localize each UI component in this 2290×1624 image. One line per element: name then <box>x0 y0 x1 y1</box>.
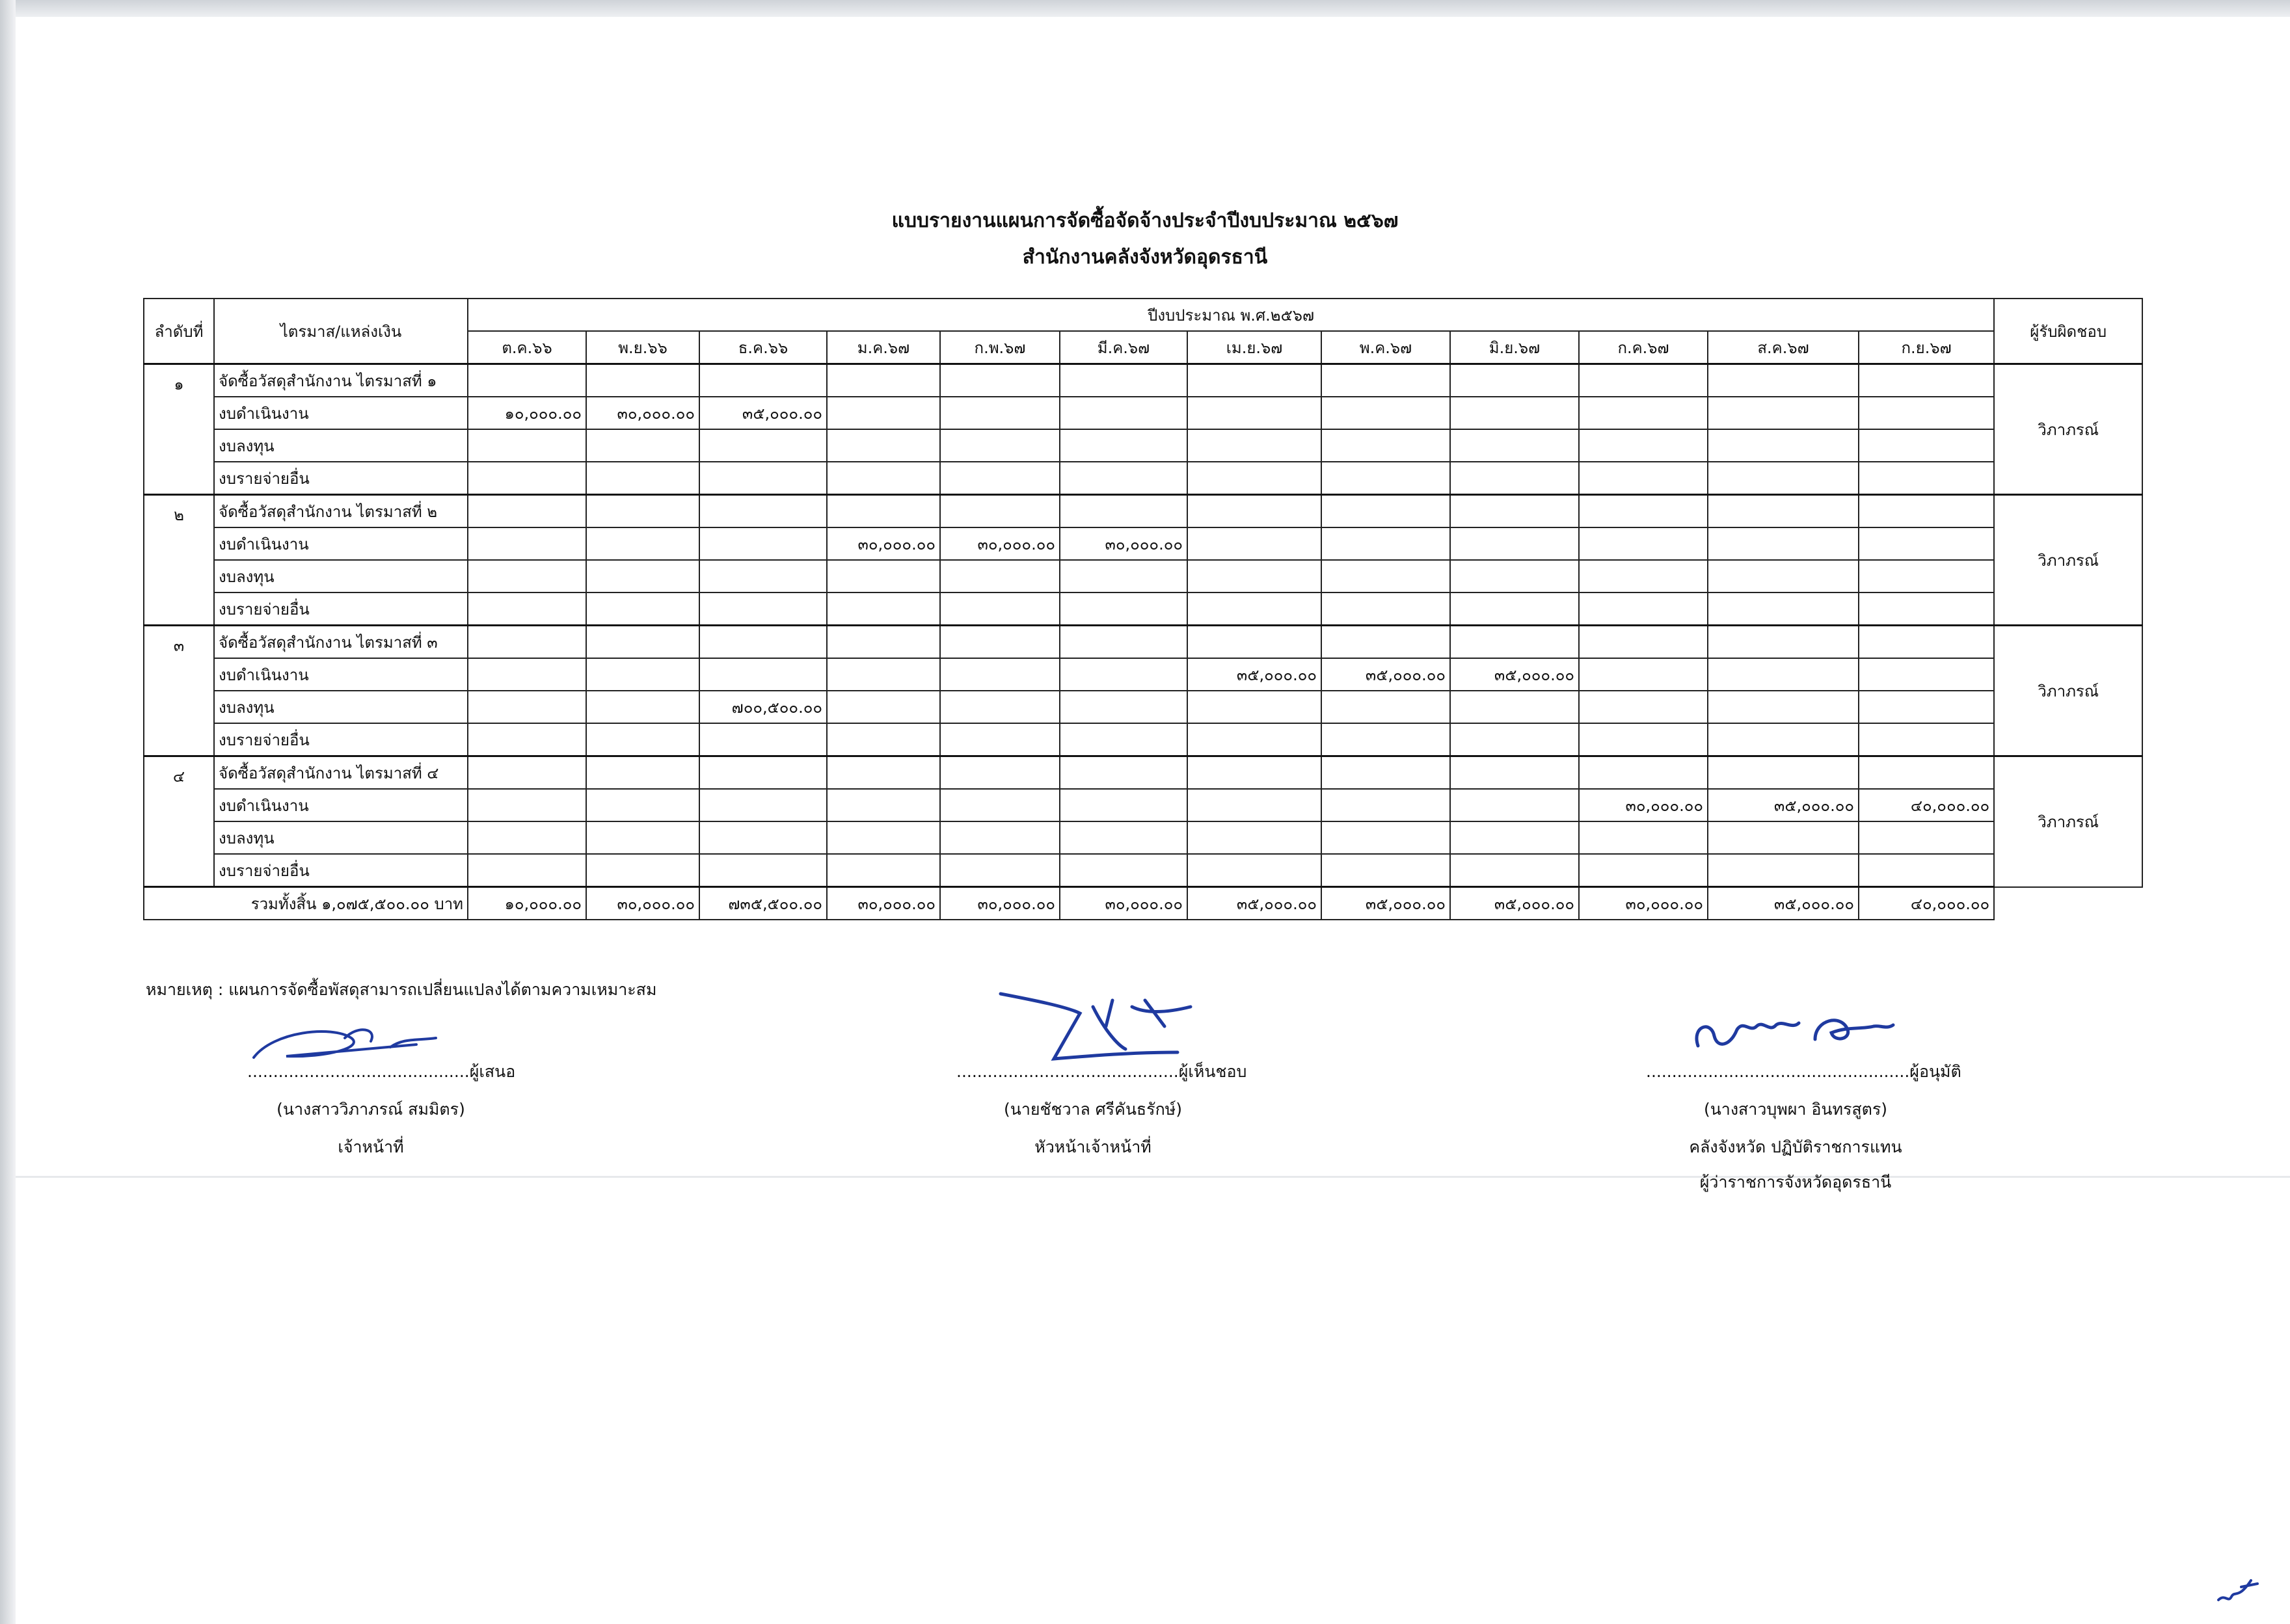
amount-cell <box>1708 495 1859 528</box>
amount-cell <box>827 364 940 397</box>
amount-cell <box>1187 429 1321 462</box>
amount-cell <box>1579 592 1708 626</box>
amount-cell <box>1187 723 1321 756</box>
amount-cell <box>1450 626 1579 659</box>
header-month: มิ.ย.๖๗ <box>1450 331 1579 364</box>
amount-cell <box>940 560 1060 592</box>
amount-cell <box>586 560 699 592</box>
procurement-plan-table <box>143 298 2143 920</box>
amount-cell <box>1187 495 1321 528</box>
amount-cell <box>468 462 586 495</box>
amount-cell <box>1060 462 1187 495</box>
amount-cell <box>1060 821 1187 854</box>
amount-cell: ๓๕,๐๐๐.๐๐ <box>1187 658 1321 691</box>
amount-cell <box>1859 854 1994 887</box>
amount-cell <box>1708 560 1859 592</box>
amount-cell <box>1060 560 1187 592</box>
row-seq: ๑ <box>144 364 214 495</box>
amount-cell <box>827 429 940 462</box>
amount-cell <box>1859 658 1994 691</box>
amount-cell <box>1321 723 1450 756</box>
amount-cell <box>586 592 699 626</box>
amount-cell <box>1859 592 1994 626</box>
amount-cell <box>1450 462 1579 495</box>
total-amount-cell: ๓๐,๐๐๐.๐๐ <box>1060 887 1187 920</box>
amount-cell <box>1708 723 1859 756</box>
header-seq: ลำดับที่ <box>144 299 214 364</box>
amount-cell <box>1321 821 1450 854</box>
amount-cell <box>1579 560 1708 592</box>
table-row <box>144 789 2142 821</box>
table-row <box>144 462 2142 495</box>
amount-cell <box>586 495 699 528</box>
responsible-person: วิภาภรณ์ <box>1994 495 2142 626</box>
endorser-position: หัวหน้าเจ้าหน้าที่ <box>1034 1138 1152 1156</box>
amount-cell <box>1321 429 1450 462</box>
amount-cell <box>1187 789 1321 821</box>
amount-cell: ๑๐,๐๐๐.๐๐ <box>468 397 586 429</box>
amount-cell <box>699 821 827 854</box>
amount-cell <box>1859 364 1994 397</box>
amount-cell <box>1187 527 1321 560</box>
proposer-role: ผู้เสนอ <box>469 1062 516 1081</box>
amount-cell <box>1450 429 1579 462</box>
amount-cell <box>827 691 940 723</box>
amount-cell <box>468 691 586 723</box>
amount-cell <box>1450 756 1579 790</box>
amount-cell: ๓๐,๐๐๐.๐๐ <box>586 397 699 429</box>
amount-cell <box>1579 429 1708 462</box>
header-fiscal-year: ปีงบประมาณ พ.ศ.๒๕๖๗ <box>468 299 1994 331</box>
amount-cell <box>586 658 699 691</box>
table-row <box>144 364 2142 397</box>
amount-cell <box>940 821 1060 854</box>
amount-cell <box>827 495 940 528</box>
total-amount-cell: ๓๐,๐๐๐.๐๐ <box>1579 887 1708 920</box>
amount-cell <box>1450 397 1579 429</box>
amount-cell <box>1708 527 1859 560</box>
proposer-position: เจ้าหน้าที่ <box>338 1138 404 1156</box>
amount-cell: ๓๐,๐๐๐.๐๐ <box>1579 789 1708 821</box>
amount-cell <box>586 691 699 723</box>
amount-cell <box>1708 756 1859 790</box>
table-row <box>144 756 2142 790</box>
row-label: งบรายจ่ายอื่น <box>214 854 468 887</box>
initial-mark-icon <box>2212 1567 2264 1613</box>
amount-cell <box>827 626 940 659</box>
proposer-dots: ........................................... <box>247 1062 470 1081</box>
total-row <box>144 887 2142 920</box>
amount-cell <box>827 658 940 691</box>
amount-cell <box>468 527 586 560</box>
amount-cell <box>1187 397 1321 429</box>
amount-cell <box>1060 658 1187 691</box>
amount-cell <box>1450 821 1579 854</box>
row-label: งบลงทุน <box>214 560 468 592</box>
amount-cell <box>1450 364 1579 397</box>
amount-cell <box>586 854 699 887</box>
amount-cell <box>940 658 1060 691</box>
amount-cell: ๓๐,๐๐๐.๐๐ <box>827 527 940 560</box>
amount-cell <box>699 462 827 495</box>
amount-cell <box>827 789 940 821</box>
total-amount-cell: ๓๐,๐๐๐.๐๐ <box>586 887 699 920</box>
amount-cell <box>1859 691 1994 723</box>
amount-cell <box>699 723 827 756</box>
amount-cell <box>940 626 1060 659</box>
amount-cell <box>1321 592 1450 626</box>
header-month: ก.ค.๖๗ <box>1579 331 1708 364</box>
amount-cell <box>1187 364 1321 397</box>
amount-cell <box>1579 854 1708 887</box>
amount-cell <box>1060 592 1187 626</box>
amount-cell <box>586 723 699 756</box>
amount-cell <box>699 364 827 397</box>
amount-cell <box>699 658 827 691</box>
amount-cell <box>1321 364 1450 397</box>
amount-cell: ๓๕,๐๐๐.๐๐ <box>1450 658 1579 691</box>
header-month: ต.ค.๖๖ <box>468 331 586 364</box>
amount-cell <box>940 854 1060 887</box>
amount-cell <box>1321 756 1450 790</box>
signature-block-proposer <box>247 1059 516 1160</box>
amount-cell <box>1859 462 1994 495</box>
total-empty-cell <box>1994 887 2142 920</box>
amount-cell <box>1579 626 1708 659</box>
amount-cell <box>468 560 586 592</box>
table-row <box>144 854 2142 887</box>
amount-cell <box>1859 560 1994 592</box>
table-row <box>144 821 2142 854</box>
total-amount-cell: ๗๓๕,๕๐๐.๐๐ <box>699 887 827 920</box>
amount-cell <box>1579 495 1708 528</box>
row-label: งบลงทุน <box>214 821 468 854</box>
amount-cell <box>586 789 699 821</box>
amount-cell <box>1708 821 1859 854</box>
amount-cell <box>1859 527 1994 560</box>
total-amount-cell: ๓๕,๐๐๐.๐๐ <box>1708 887 1859 920</box>
amount-cell <box>1060 429 1187 462</box>
table-row <box>144 527 2142 560</box>
amount-cell <box>586 429 699 462</box>
total-label: รวมทั้งสิ้น ๑,๐๗๕,๕๐๐.๐๐ บาท <box>144 887 468 920</box>
amount-cell <box>827 756 940 790</box>
amount-cell <box>1708 364 1859 397</box>
table-row <box>144 495 2142 528</box>
responsible-person: วิภาภรณ์ <box>1994 364 2142 495</box>
amount-cell <box>1450 527 1579 560</box>
total-amount-cell: ๓๐,๐๐๐.๐๐ <box>827 887 940 920</box>
amount-cell <box>1321 462 1450 495</box>
amount-cell <box>1450 723 1579 756</box>
total-amount-cell: ๓๕,๐๐๐.๐๐ <box>1321 887 1450 920</box>
amount-cell <box>586 527 699 560</box>
amount-cell <box>468 854 586 887</box>
amount-cell <box>468 429 586 462</box>
amount-cell <box>940 462 1060 495</box>
table-row <box>144 658 2142 691</box>
responsible-person: วิภาภรณ์ <box>1994 756 2142 887</box>
amount-cell <box>1321 854 1450 887</box>
amount-cell <box>827 854 940 887</box>
amount-cell <box>1579 821 1708 854</box>
table-row <box>144 626 2142 659</box>
row-label: จัดซื้อวัสดุสำนักงาน ไตรมาสที่ ๔ <box>214 756 468 790</box>
amount-cell <box>586 626 699 659</box>
amount-cell <box>1708 397 1859 429</box>
amount-cell <box>1321 495 1450 528</box>
amount-cell <box>1859 397 1994 429</box>
amount-cell <box>1187 854 1321 887</box>
amount-cell <box>468 626 586 659</box>
document-title: แบบรายงานแผนการจัดซื้อจัดจ้างประจำปีงบประมาณ ๒๕๖๗ <box>891 209 1399 232</box>
total-amount-cell: ๓๐,๐๐๐.๐๐ <box>940 887 1060 920</box>
amount-cell: ๔๐,๐๐๐.๐๐ <box>1859 789 1994 821</box>
amount-cell <box>1579 397 1708 429</box>
header-month: ส.ค.๖๗ <box>1708 331 1859 364</box>
amount-cell <box>586 364 699 397</box>
signature-block-endorser <box>956 1059 1247 1160</box>
amount-cell <box>1708 626 1859 659</box>
row-label: งบดำเนินงาน <box>214 527 468 560</box>
row-label: งบดำเนินงาน <box>214 397 468 429</box>
amount-cell: ๓๕,๐๐๐.๐๐ <box>1708 789 1859 821</box>
header-month: ก.ย.๖๗ <box>1859 331 1994 364</box>
amount-cell <box>1579 364 1708 397</box>
amount-cell <box>1708 592 1859 626</box>
approver-dots: ................................................... <box>1646 1062 1910 1081</box>
amount-cell <box>1450 495 1579 528</box>
amount-cell: ๓๐,๐๐๐.๐๐ <box>1060 527 1187 560</box>
header-month: เม.ย.๖๗ <box>1187 331 1321 364</box>
amount-cell: ๓๐,๐๐๐.๐๐ <box>940 527 1060 560</box>
amount-cell <box>1859 756 1994 790</box>
scan-artifact-line <box>16 1176 2290 1178</box>
endorser-name: (นายชัชวาล ศรีคันธรักษ์) <box>1004 1100 1182 1119</box>
amount-cell <box>1187 691 1321 723</box>
amount-cell <box>827 397 940 429</box>
amount-cell <box>1321 691 1450 723</box>
amount-cell <box>1060 756 1187 790</box>
amount-cell <box>1187 821 1321 854</box>
amount-cell <box>1060 723 1187 756</box>
amount-cell <box>699 495 827 528</box>
row-label: งบลงทุน <box>214 429 468 462</box>
row-label: จัดซื้อวัสดุสำนักงาน ไตรมาสที่ ๓ <box>214 626 468 659</box>
table-row <box>144 691 2142 723</box>
amount-cell <box>827 592 940 626</box>
header-month: ก.พ.๖๗ <box>940 331 1060 364</box>
amount-cell <box>1060 854 1187 887</box>
row-label: งบดำเนินงาน <box>214 658 468 691</box>
amount-cell <box>468 821 586 854</box>
amount-cell <box>1450 592 1579 626</box>
amount-cell <box>940 691 1060 723</box>
amount-cell <box>1579 658 1708 691</box>
row-label: งบดำเนินงาน <box>214 789 468 821</box>
amount-cell <box>1321 527 1450 560</box>
amount-cell <box>940 723 1060 756</box>
amount-cell <box>1187 626 1321 659</box>
amount-cell <box>1187 592 1321 626</box>
endorser-role: ผู้เห็นชอบ <box>1178 1062 1247 1081</box>
amount-cell <box>468 364 586 397</box>
amount-cell <box>699 854 827 887</box>
amount-cell <box>699 756 827 790</box>
row-seq: ๔ <box>144 756 214 887</box>
amount-cell <box>468 592 586 626</box>
footnote: หมายเหตุ : แผนการจัดซื้อพัสดุสามารถเปลี่ยนแปลงได้ตามความเหมาะสม <box>146 980 657 999</box>
amount-cell <box>1060 364 1187 397</box>
header-month: มี.ค.๖๗ <box>1060 331 1187 364</box>
amount-cell <box>1859 626 1994 659</box>
amount-cell <box>586 821 699 854</box>
row-label: งบรายจ่ายอื่น <box>214 462 468 495</box>
amount-cell <box>1060 691 1187 723</box>
amount-cell <box>940 429 1060 462</box>
amount-cell <box>1859 821 1994 854</box>
amount-cell <box>699 592 827 626</box>
total-amount-cell: ๓๕,๐๐๐.๐๐ <box>1187 887 1321 920</box>
amount-cell <box>1859 495 1994 528</box>
amount-cell: ๓๕,๐๐๐.๐๐ <box>699 397 827 429</box>
table-row <box>144 723 2142 756</box>
row-label: งบลงทุน <box>214 691 468 723</box>
amount-cell <box>827 821 940 854</box>
amount-cell <box>1859 429 1994 462</box>
amount-cell <box>468 723 586 756</box>
proposer-name: (นางสาววิภาภรณ์ สมมิตร) <box>276 1100 465 1119</box>
amount-cell <box>586 756 699 790</box>
amount-cell <box>940 592 1060 626</box>
amount-cell <box>699 429 827 462</box>
amount-cell <box>940 397 1060 429</box>
amount-cell <box>940 756 1060 790</box>
table-row <box>144 397 2142 429</box>
amount-cell <box>1187 462 1321 495</box>
amount-cell <box>1579 691 1708 723</box>
table-row <box>144 560 2142 592</box>
amount-cell <box>1321 626 1450 659</box>
amount-cell <box>1060 495 1187 528</box>
header-quarter: ไตรมาส/แหล่งเงิน <box>214 299 468 364</box>
signature-block-approver <box>1646 1059 1961 1195</box>
document-subtitle: สำนักงานคลังจังหวัดอุดรธานี <box>1022 246 1268 269</box>
amount-cell <box>940 495 1060 528</box>
amount-cell <box>940 364 1060 397</box>
header-month: ม.ค.๖๗ <box>827 331 940 364</box>
amount-cell <box>1708 691 1859 723</box>
header-responsible: ผู้รับผิดชอบ <box>1994 299 2142 364</box>
amount-cell <box>1859 723 1994 756</box>
amount-cell <box>468 789 586 821</box>
approver-position-2: ผู้ว่าราชการจังหวัดอุดรธานี <box>1699 1173 1892 1191</box>
amount-cell <box>1450 560 1579 592</box>
amount-cell <box>1579 462 1708 495</box>
amount-cell <box>1708 429 1859 462</box>
row-seq: ๓ <box>144 626 214 756</box>
amount-cell <box>1450 789 1579 821</box>
amount-cell <box>468 658 586 691</box>
amount-cell <box>1708 854 1859 887</box>
amount-cell <box>699 626 827 659</box>
amount-cell <box>1060 789 1187 821</box>
scan-edge-top <box>0 0 2290 17</box>
amount-cell <box>1450 691 1579 723</box>
handwritten-signature-proposer <box>247 1018 455 1077</box>
amount-cell <box>827 560 940 592</box>
amount-cell <box>586 462 699 495</box>
amount-cell <box>1579 756 1708 790</box>
total-amount-cell: ๓๕,๐๐๐.๐๐ <box>1450 887 1579 920</box>
amount-cell <box>1060 397 1187 429</box>
handwritten-signature-approver <box>1685 1000 1906 1065</box>
amount-cell <box>468 756 586 790</box>
amount-cell <box>827 462 940 495</box>
approver-position-1: คลังจังหวัด ปฏิบัติราชการแทน <box>1689 1138 1902 1156</box>
amount-cell <box>1579 527 1708 560</box>
row-label: จัดซื้อวัสดุสำนักงาน ไตรมาสที่ ๒ <box>214 495 468 528</box>
amount-cell <box>827 723 940 756</box>
amount-cell <box>940 789 1060 821</box>
amount-cell <box>1321 789 1450 821</box>
header-month: พ.ค.๖๗ <box>1321 331 1450 364</box>
amount-cell <box>1060 626 1187 659</box>
total-amount-cell: ๑๐,๐๐๐.๐๐ <box>468 887 586 920</box>
amount-cell <box>699 527 827 560</box>
total-amount-cell: ๔๐,๐๐๐.๐๐ <box>1859 887 1994 920</box>
amount-cell <box>1579 723 1708 756</box>
amount-cell: ๗๐๐,๕๐๐.๐๐ <box>699 691 827 723</box>
amount-cell <box>1708 462 1859 495</box>
amount-cell <box>1708 658 1859 691</box>
header-month: พ.ย.๖๖ <box>586 331 699 364</box>
row-label: จัดซื้อวัสดุสำนักงาน ไตรมาสที่ ๑ <box>214 364 468 397</box>
amount-cell <box>468 495 586 528</box>
row-seq: ๒ <box>144 495 214 626</box>
row-label: งบรายจ่ายอื่น <box>214 723 468 756</box>
amount-cell: ๓๕,๐๐๐.๐๐ <box>1321 658 1450 691</box>
amount-cell <box>1321 560 1450 592</box>
amount-cell <box>1321 397 1450 429</box>
amount-cell <box>699 560 827 592</box>
endorser-dots: ........................................... <box>956 1062 1179 1081</box>
table-row <box>144 592 2142 626</box>
amount-cell <box>1450 854 1579 887</box>
amount-cell <box>1187 560 1321 592</box>
responsible-person: วิภาภรณ์ <box>1994 626 2142 756</box>
approver-role: ผู้อนุมัติ <box>1909 1062 1961 1081</box>
handwritten-signature-endorser <box>995 987 1217 1072</box>
approver-name: (นางสาวบุพผา อินทรสูตร) <box>1703 1100 1888 1119</box>
table-row <box>144 429 2142 462</box>
header-month: ธ.ค.๖๖ <box>699 331 827 364</box>
amount-cell <box>1187 756 1321 790</box>
row-label: งบรายจ่ายอื่น <box>214 592 468 626</box>
amount-cell <box>699 789 827 821</box>
